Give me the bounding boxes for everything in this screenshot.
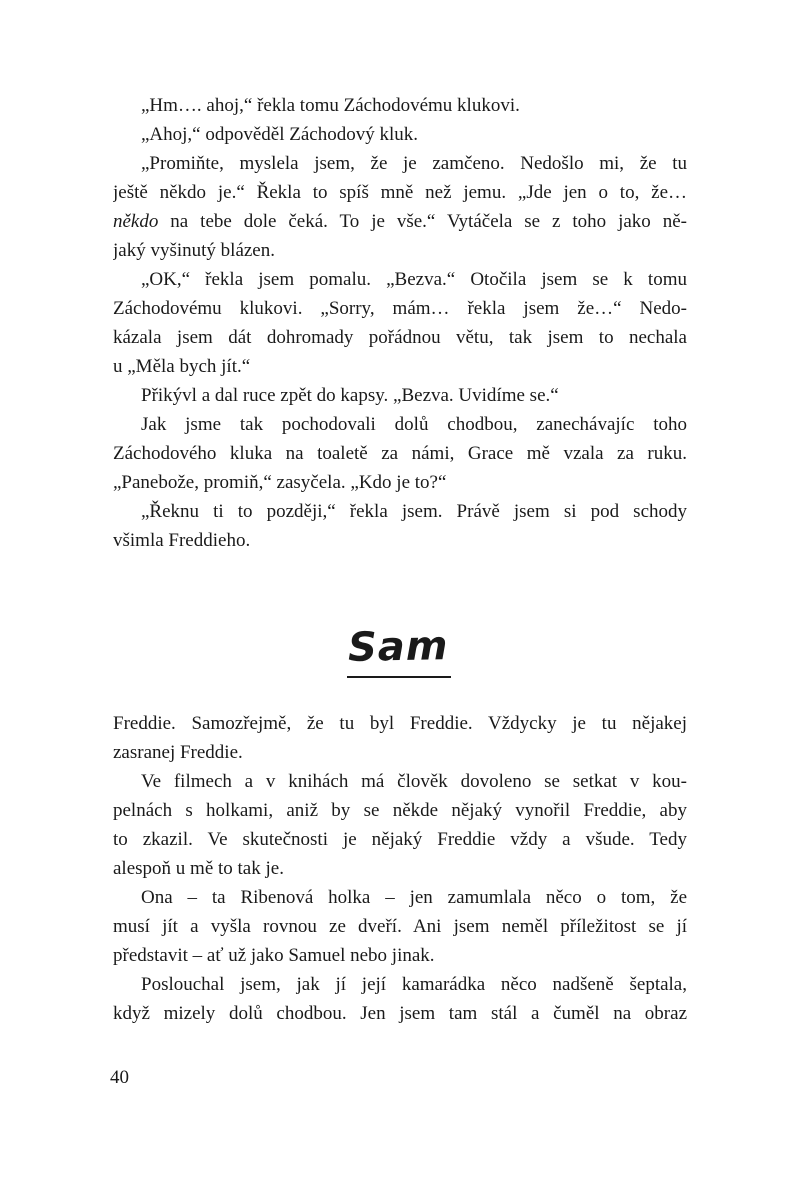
paragraph (113, 120, 687, 149)
text-line: Přikývl a dal ruce zpět do kapsy. „Bezva. Uvidíme se.“ (141, 385, 559, 406)
section-1-body (113, 91, 687, 555)
paragraph (113, 410, 687, 497)
text-line: „Ahoj,“ odpověděl Záchodový kluk. (141, 124, 419, 145)
text-line: Poslouchal jsem, jak jí její kamarádka něco nadšeně šeptala, (141, 974, 687, 995)
text-line: Záchodového kluka na toaletě za námi, Grace mě vzala za ruku. (113, 443, 687, 464)
text-line: někdo na tebe dole čeká. To je vše.“ Vytáčela se z toho jako ně- (113, 211, 687, 232)
paragraph (113, 91, 687, 120)
text-line: pelnách s holkami, aniž by se někde nějaký vynořil Freddie, aby (113, 800, 687, 821)
paragraph (113, 883, 687, 970)
text-line: když mizely dolů chodbou. Jen jsem tam stál a čuměl na obraz (113, 1003, 687, 1024)
text-line: ještě někdo je.“ Řekla to spíš mně než jemu. „Jde jen o to, že… (113, 182, 687, 203)
paragraph (113, 381, 687, 410)
text-line: alespoň u mě to tak je. (113, 858, 284, 879)
paragraph (113, 709, 687, 767)
text-line: představit – ať už jako Samuel nebo jinak. (113, 945, 435, 966)
text-line: Ona – ta Ribenová holka – jen zamumlala něco o tom, že (141, 887, 687, 908)
text-line: zasranej Freddie. (113, 742, 243, 763)
text-line: Jak jsme tak pochodovali dolů chodbou, zanechávajíc toho (141, 414, 687, 435)
paragraph (113, 497, 687, 555)
paragraph (113, 149, 687, 265)
section-2-body (113, 709, 687, 1028)
text-line: musí jít a vyšla rovnou ze dveří. Ani jsem neměl příležitost se jí (113, 916, 687, 937)
paragraph (113, 265, 687, 381)
text-line: Záchodovému klukovi. „Sorry, mám… řekla jsem že…“ Nedo- (113, 298, 687, 319)
chapter-heading (0, 624, 797, 678)
page-number: 40 (110, 1067, 129, 1088)
text-line: kázala jsem dát dohromady pořádnou větu, tak jsem to nechala (113, 327, 687, 348)
text-line: „Hm…. ahoj,“ řekla tomu Záchodovému klukovi. (141, 95, 520, 116)
text-line: „OK,“ řekla jsem pomalu. „Bezva.“ Otočila jsem se k tomu (141, 269, 687, 290)
text-line: Freddie. Samozřejmě, že tu byl Freddie. Vždycky je tu nějakej (113, 713, 687, 734)
text-line: „Řeknu ti to později,“ řekla jsem. Právě jsem si pod schody (141, 501, 687, 522)
paragraph (113, 970, 687, 1028)
heading-underline (347, 676, 451, 678)
text-line: u „Měla bych jít.“ (113, 356, 251, 377)
text-line: „Promiňte, myslela jsem, že je zamčeno. Nedošlo mi, že tu (141, 153, 687, 174)
text-line: jaký vyšinutý blázen. (113, 240, 275, 261)
text-line: to zkazil. Ve skutečnosti je nějaký Freddie vždy a všude. Tedy (113, 829, 687, 850)
text-line: „Panebože, promiň,“ zasyčela. „Kdo je to?“ (113, 472, 447, 493)
paragraph (113, 767, 687, 883)
chapter-title: Sam (347, 623, 450, 671)
text-line: všimla Freddieho. (113, 530, 251, 551)
text-line: Ve filmech a v knihách má člověk dovoleno se setkat v kou- (141, 771, 687, 792)
